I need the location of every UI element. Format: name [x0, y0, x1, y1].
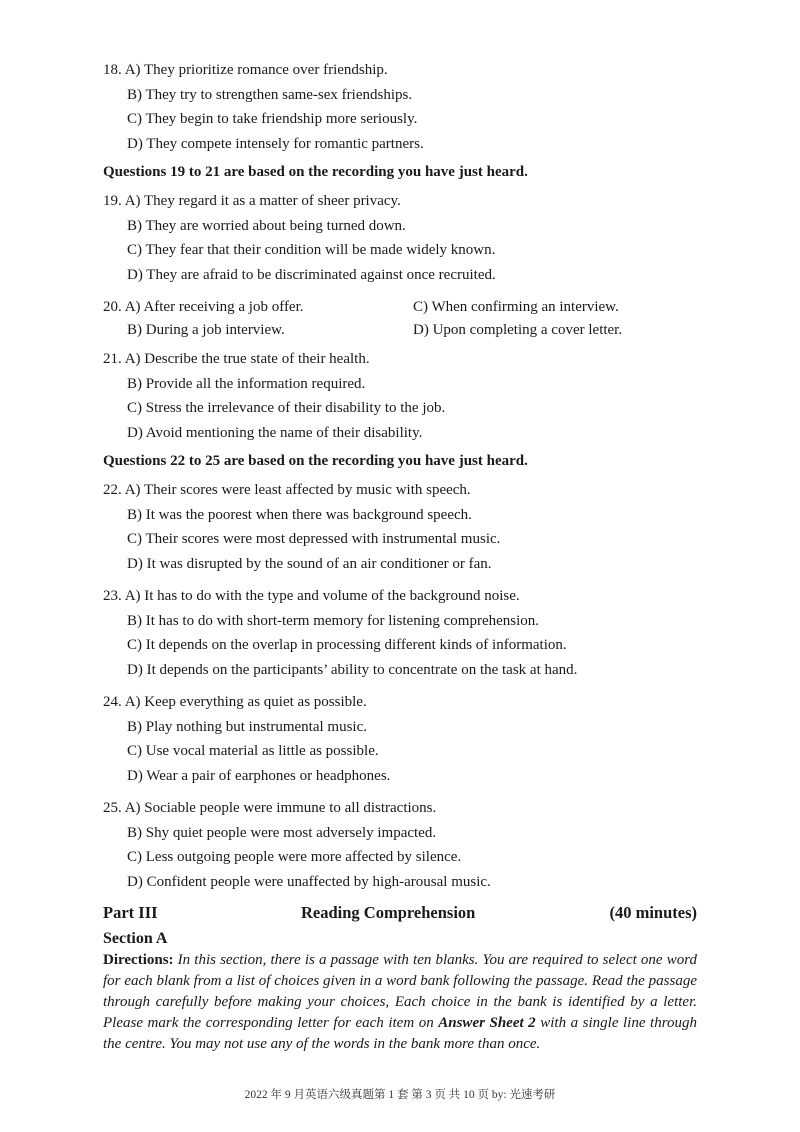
option-a: A) They regard it as a matter of sheer privacy. [124, 193, 401, 209]
directions [103, 950, 697, 1055]
option-b: B) Shy quiet people were most adversely impacted. [127, 824, 437, 841]
section-heading: Questions 19 to 21 are based on the recording you have just heard. [103, 164, 528, 180]
option-d: D) Upon completing a cover letter. [413, 322, 623, 338]
part-header [103, 903, 697, 923]
question-number: 23. [103, 588, 122, 604]
question-24 [103, 690, 390, 788]
option-c: C) They fear that their condition will be made widely known. [127, 242, 496, 258]
option-c: C) Use vocal material as little as possible. [127, 743, 379, 759]
question-number: 24. [103, 694, 122, 710]
option-d: D) Avoid mentioning the name of their disability. [127, 424, 423, 441]
option-c: C) They begin to take friendship more seriously. [127, 111, 418, 127]
option-d: D) It depends on the participants’ ability to concentrate on the task at hand. [127, 661, 578, 678]
question-18 [103, 58, 424, 156]
question-number: 20. [103, 299, 122, 315]
question-number: 21. [103, 351, 122, 367]
option-c: C) It depends on the overlap in processing different kinds of information. [127, 637, 567, 653]
option-b: B) It was the poorest when there was background speech. [127, 506, 472, 523]
option-d: D) Wear a pair of earphones or headphones. [127, 767, 391, 784]
question-21 [103, 347, 445, 445]
option-d: D) It was disrupted by the sound of an air conditioner or fan. [127, 555, 492, 572]
answer-sheet-emphasis: Answer Sheet 2 [438, 1015, 536, 1031]
question-number: 22. [103, 482, 122, 498]
question-22 [103, 478, 500, 576]
option-a: A) They prioritize romance over friendship. [124, 62, 388, 78]
option-a: A) It has to do with the type and volume of the background noise. [124, 588, 520, 604]
directions-text-end: with a single line through the centre. You may not use any of the words in the bank more than once. [103, 1015, 697, 1052]
option-b: B) They try to strengthen same-sex friendships. [127, 86, 413, 103]
question-23 [103, 584, 577, 682]
part-time: (40 minutes) [609, 903, 697, 922]
option-b: B) During a job interview. [127, 322, 285, 338]
question-20 [103, 296, 703, 342]
option-d: D) Confident people were unaffected by high-arousal music. [127, 873, 491, 890]
option-d: D) They are afraid to be discriminated against once recruited. [127, 266, 496, 283]
option-b: B) It has to do with short-term memory for listening comprehension. [127, 612, 540, 629]
option-c: C) Their scores were most depressed with instrumental music. [127, 531, 501, 547]
option-a: A) After receiving a job offer. [124, 299, 304, 315]
option-b: B) Play nothing but instrumental music. [127, 718, 367, 735]
directions-text: In this section, there is a passage with ten blanks. You are required to select one word for each blank from a list of choices given in a word bank following the passage. Read the passage through carefully before making your choices, Each choice in the bank is identified by a letter. Please mark the corresponding letter for each item on [103, 952, 697, 1031]
option-a: A) Their scores were least affected by music with speech. [124, 482, 471, 498]
option-a: A) Keep everything as quiet as possible. [124, 694, 367, 710]
directions-label: Directions: [103, 952, 174, 968]
page-footer: 2022 年 9 月英语六级真题第 1 套 第 3 页 共 10 页 by: 光速考研 [244, 1089, 556, 1101]
question-number: 25. [103, 800, 122, 816]
part-title: Reading Comprehension [301, 903, 476, 922]
option-c: C) Stress the irrelevance of their disability to the job. [127, 400, 446, 416]
option-c: C) Less outgoing people were more affected by silence. [127, 849, 462, 865]
question-25 [103, 796, 491, 894]
question-number: 18. [103, 62, 122, 78]
question-number: 19. [103, 193, 122, 209]
option-b: B) Provide all the information required. [127, 375, 366, 392]
section-title: Section A [103, 930, 168, 947]
question-19 [103, 189, 496, 287]
option-a: A) Describe the true state of their health. [124, 351, 370, 367]
part-label: Part III [103, 903, 158, 922]
option-b: B) They are worried about being turned down. [127, 217, 406, 234]
option-a: A) Sociable people were immune to all distractions. [124, 800, 437, 816]
section-heading: Questions 22 to 25 are based on the recording you have just heard. [103, 453, 528, 469]
option-c: C) When confirming an interview. [413, 299, 619, 315]
option-d: D) They compete intensely for romantic partners. [127, 135, 424, 152]
